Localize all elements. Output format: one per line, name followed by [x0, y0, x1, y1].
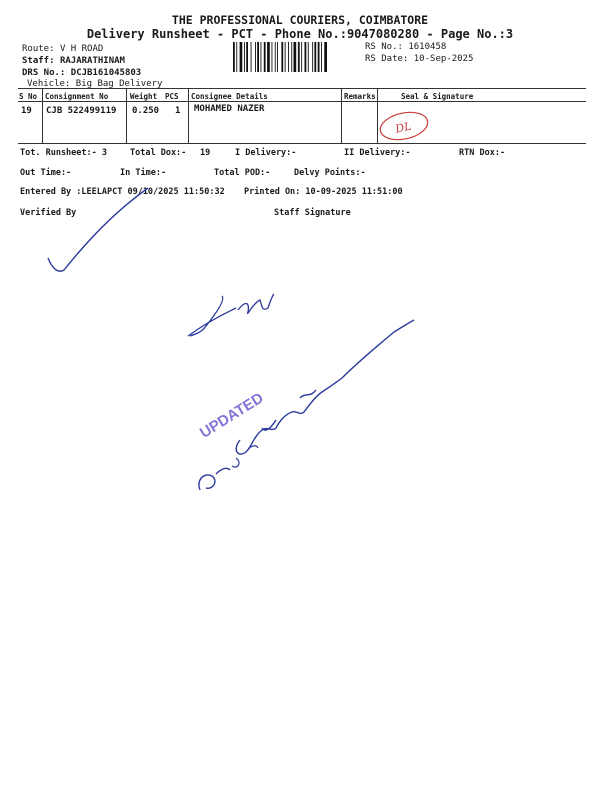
- i-delivery: I Delivery:-: [235, 148, 297, 158]
- row-consignment: CJB 522499119: [46, 106, 117, 116]
- out-time: Out Time:-: [20, 168, 72, 178]
- runsheet-title: Delivery Runsheet - PCT - Phone No.:9047080280 - Page No.:3: [86, 27, 514, 41]
- staff-value: RAJARATHINAM: [59, 56, 125, 66]
- vehicle-value: Big Bag Delivery: [75, 79, 163, 89]
- ii-delivery: II Delivery:-: [344, 148, 411, 158]
- tot-runsheet: Tot. Runsheet:- 3: [20, 148, 107, 158]
- header-pcs: PCS: [165, 92, 179, 101]
- company-name: THE PROFESSIONAL COURIERS, COIMBATORE: [171, 13, 429, 27]
- rs-number: RS No.: 1610458: [365, 42, 447, 52]
- row-sno: 19: [21, 106, 32, 116]
- header-sno: S No: [19, 92, 38, 101]
- verified-tick-icon: [48, 188, 148, 271]
- header-weight: Weight: [130, 92, 158, 101]
- rs-date: RS Date: 10-Sep-2025: [365, 54, 474, 64]
- dl-mark-text: DL: [394, 119, 413, 136]
- initials-scribble-icon: [188, 294, 274, 336]
- row-pcs: 1: [175, 106, 181, 116]
- staff-signature-label: Staff Signature: [274, 208, 351, 218]
- total-dox-value: 19: [200, 148, 211, 158]
- total-pod: Total POD:-: [214, 168, 271, 178]
- row-weight: 0.250: [132, 106, 160, 116]
- header-seal: Seal & Signature: [401, 92, 474, 101]
- route-label: Route:: [22, 44, 55, 54]
- drs-label: DRS No.:: [22, 68, 66, 78]
- entered-by: Entered By :LEELAPCT 09/10/2025 11:50:32: [20, 187, 225, 197]
- delvy-points: Delvy Points:-: [294, 168, 366, 178]
- in-time: In Time:-: [120, 168, 167, 178]
- header-consignee: Consignee Details: [191, 92, 268, 101]
- route-value: V H ROAD: [59, 44, 104, 54]
- drs-value: DCJB161045803: [70, 68, 142, 78]
- printed-on: Printed On: 10-09-2025 11:51:00: [244, 187, 403, 197]
- staff-label: Staff:: [22, 56, 55, 66]
- verified-by: Verified By: [20, 208, 77, 218]
- updated-stamp: UPDATED: [196, 389, 267, 442]
- total-dox-label: Total Dox:-: [130, 148, 187, 158]
- vehicle-label: Vehicle:: [27, 79, 71, 89]
- header-consignment: Consignment No: [45, 92, 109, 101]
- rtn-dox: RTN Dox:-: [459, 148, 506, 158]
- row-consignee: MOHAMED NAZER: [194, 104, 265, 114]
- dl-mark: [378, 108, 430, 143]
- header-remarks: Remarks: [344, 92, 376, 101]
